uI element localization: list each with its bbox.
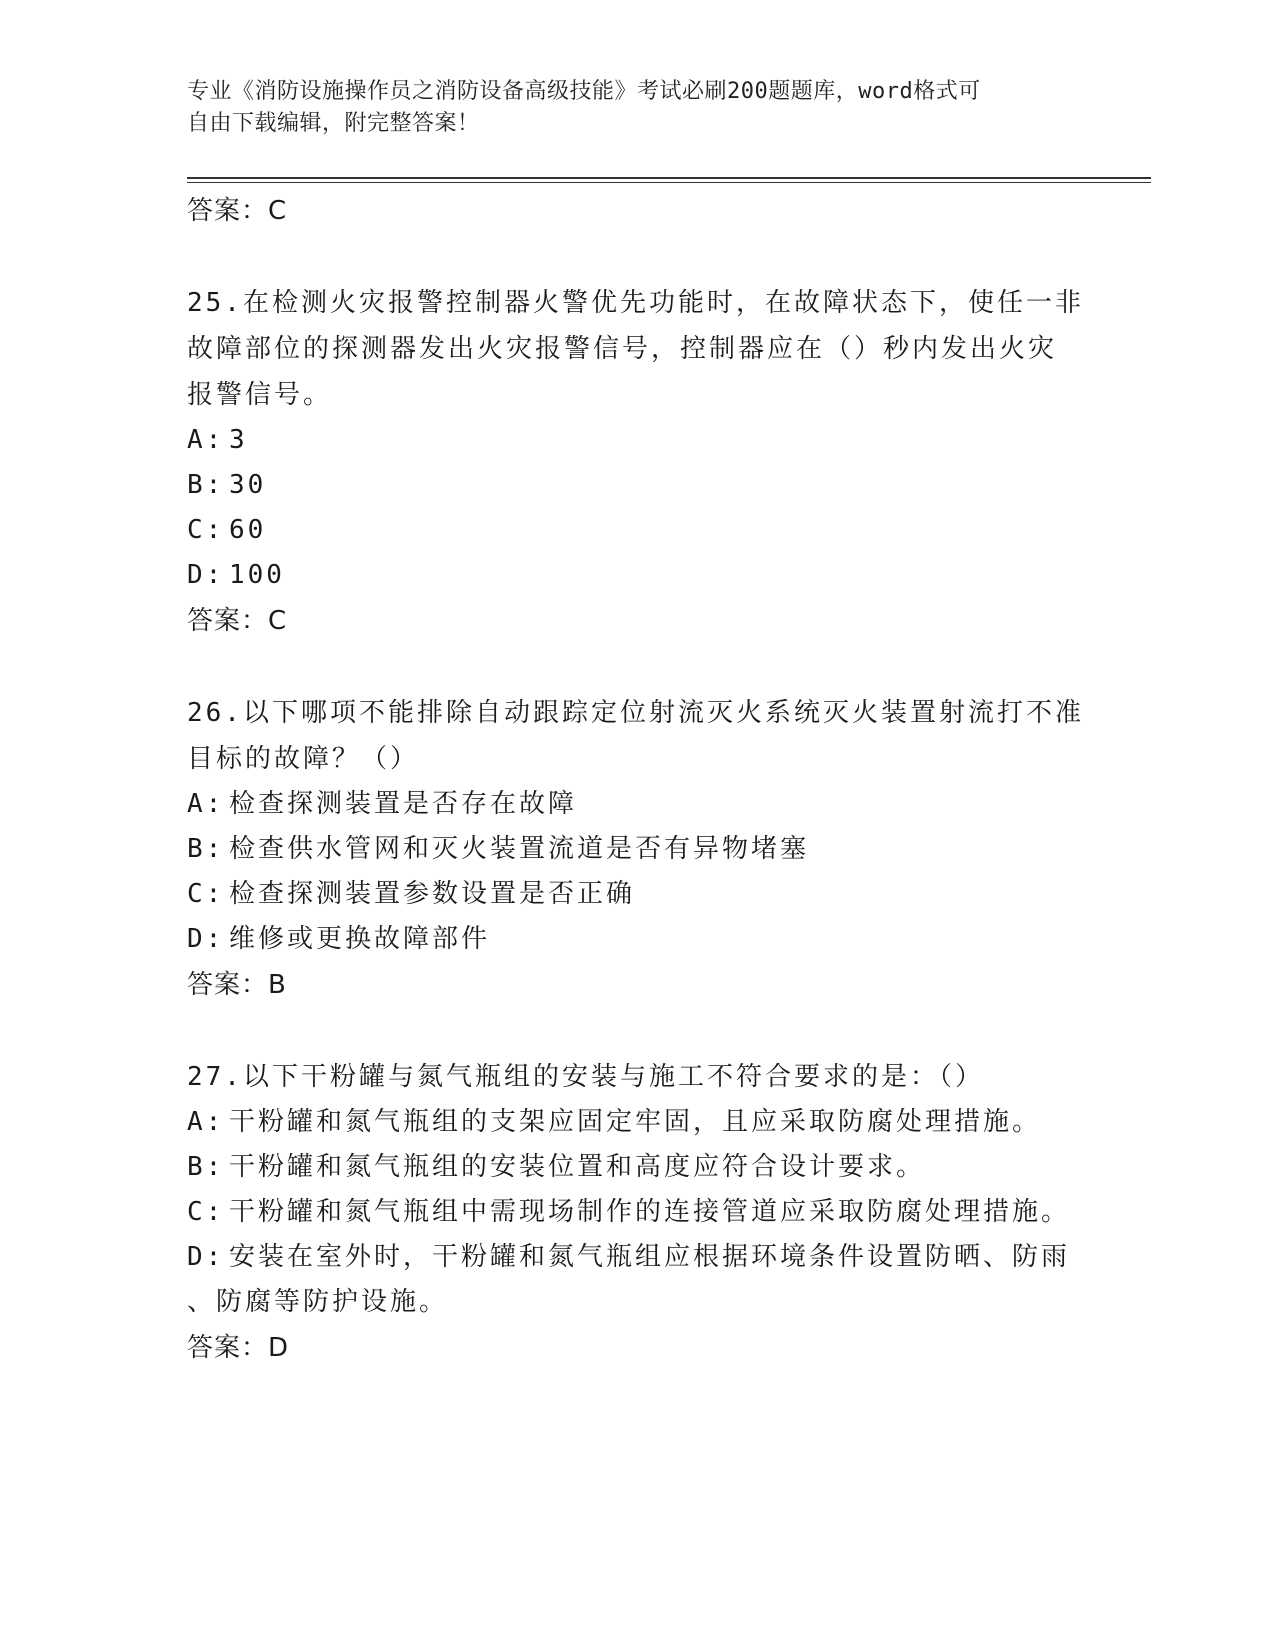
question-27-line-1: 27.以下干粉罐与氮气瓶组的安装与施工不符合要求的是：（） — [187, 1062, 984, 1092]
answer-27: 答案：D — [187, 1333, 290, 1363]
question-25-option-d: D: 100 — [187, 560, 285, 590]
question-27-option-c: C: 干粉罐和氮气瓶组中需现场制作的连接管道应采取防腐处理措施。 — [187, 1197, 1071, 1227]
answer-24: 答案：C — [187, 196, 288, 226]
header-line-1: 专业《消防设施操作员之消防设备高级技能》考试必刷200题题库，word格式可 — [187, 79, 981, 104]
header-line-2: 自由下载编辑，附完整答案！ — [187, 111, 480, 136]
question-27-option-a: A: 干粉罐和氮气瓶组的支架应固定牢固，且应采取防腐处理措施。 — [187, 1107, 1042, 1137]
question-25-option-c: C: 60 — [187, 515, 267, 545]
spacer — [187, 1008, 1087, 1054]
question-26-option-b: B: 检查供水管网和灭火装置流道是否有异物堵塞 — [187, 834, 810, 864]
question-26-option-a: A: 检查探测装置是否存在故障 — [187, 789, 578, 819]
question-content — [187, 188, 1087, 1371]
question-25-line-3: 报警信号。 — [187, 380, 333, 410]
question-27-option-b: B: 干粉罐和氮气瓶组的安装位置和高度应符合设计要求。 — [187, 1152, 926, 1182]
question-26-line-1: 26.以下哪项不能排除自动跟踪定位射流灭火系统灭火装置射流打不准 — [187, 698, 1084, 728]
question-26 — [187, 690, 1087, 1008]
question-26-option-c: C: 检查探测装置参数设置是否正确 — [187, 879, 636, 909]
header-rule-thin — [187, 182, 1151, 183]
answer-25: 答案：C — [187, 606, 288, 636]
header-rule-thick — [187, 177, 1151, 179]
question-25-line-1: 25.在检测火灾报警控制器火警优先功能时，在故障状态下，使任一非 — [187, 288, 1084, 318]
spacer — [187, 234, 1087, 280]
question-25-option-b: B: 30 — [187, 470, 267, 500]
answer-26: 答案：B — [187, 970, 287, 1000]
question-25-line-2: 故障部位的探测器发出火灾报警信号，控制器应在（）秒内发出火灾 — [187, 334, 1058, 364]
question-25 — [187, 280, 1087, 644]
question-27 — [187, 1054, 1087, 1371]
spacer — [187, 644, 1087, 690]
question-27-option-d: D: 安装在室外时，干粉罐和氮气瓶组应根据环境条件设置防晒、防雨 — [187, 1242, 1071, 1272]
page-header — [187, 76, 1067, 140]
question-27-option-d-continuation: 、防腐等防护设施。 — [187, 1287, 449, 1317]
question-26-option-d: D: 维修或更换故障部件 — [187, 924, 491, 954]
question-26-line-2: 目标的故障？（） — [187, 744, 420, 774]
question-25-option-a: A: 3 — [187, 425, 248, 455]
